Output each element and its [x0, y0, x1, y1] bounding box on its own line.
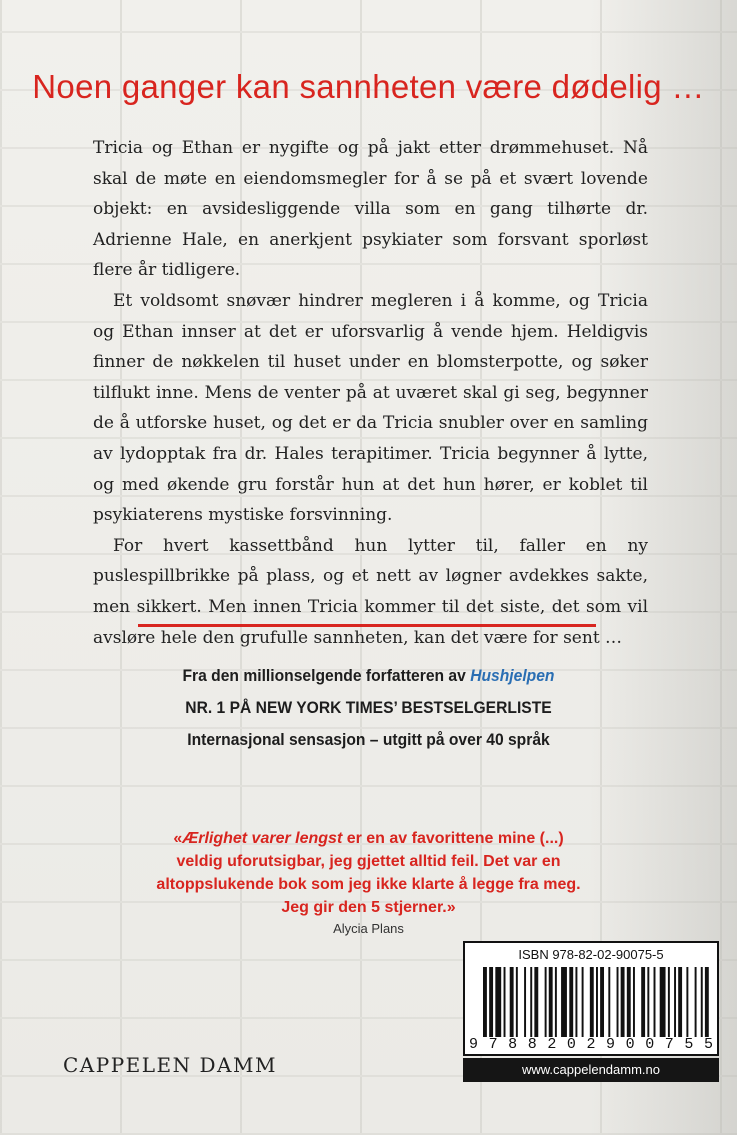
review-quote: [0, 827, 737, 939]
quote-line: veldig uforutsigbar, jeg gjettet alltid feil. Det var en: [176, 853, 561, 870]
quote-line: altoppslukende bok som jeg ikke klarte å legge fra meg.: [156, 876, 581, 893]
barcode: [483, 967, 709, 1037]
isbn-label: ISBN 978-82-02-90075-5: [518, 947, 664, 962]
credit-prefix: Fra den millionselgende forfatteren av: [182, 666, 466, 685]
synopsis-paragraph: Et voldsomt snøvær hindrer megleren i å komme, og Tricia og Ethan innser at det er uforsvarlig å vende hjem. Heldigvis finner de nøkkelen til huset under en blomsterpotte, og søker tilflukt inne. Mens de venter på at uværet skal gi seg, begynner de å utforske huset, og det er da Tricia snubler over en samling av lydopptak fra dr. Hales terapitimer. Tricia begynner å lytte, og med økende gru forstår hun at det hun hører, er koblet til psykiaterens mystiske forsvinning.: [93, 290, 648, 526]
previous-book-title: Hushjelpen: [470, 666, 555, 685]
publisher-logo: CAPPELEN DAMM: [63, 1053, 277, 1077]
quoted-book-title: Ærlighet varer lengst: [182, 830, 343, 847]
credit-line-bestseller: NR. 1 PÅ NEW YORK TIMES’ BESTSELGERLISTE: [185, 698, 552, 717]
credit-line-international: Internasjonal sensasjon – utgitt på over 40 språk: [187, 730, 550, 749]
author-credits: [29, 660, 707, 756]
quote-attribution: Alycia Plans: [333, 921, 404, 936]
synopsis-paragraph: For hvert kassettbånd hun lytter til, faller en ny puslespillbrikke på plass, og et nett av løgner avdekkes sakte, men sikkert. Men innen Tricia kommer til det siste, det som vil avsløre hele den grufulle sannheten, kan det være for sent …: [93, 535, 648, 648]
credit-line-previous-book: [29, 660, 707, 692]
isbn-barcode-box: [463, 941, 719, 1056]
tagline-headline: Noen ganger kan sannheten være dødelig …: [32, 68, 705, 105]
isbn-digits: 9 7 8 8 2 0 2 9 0 0 7 5 5: [469, 1036, 713, 1053]
synopsis: [93, 133, 648, 653]
quote-line: Jeg gir den 5 stjerner.»: [281, 899, 456, 916]
quote-line: «Ærlighet varer lengst er en av favorittene mine (...): [173, 830, 564, 847]
publisher-url: www.cappelendamm.no: [463, 1058, 719, 1082]
synopsis-paragraph: Tricia og Ethan er nygifte og på jakt etter drømmehuset. Nå skal de møte en eiendomsmegler for å se på et svært lovende objekt: en avsidesliggende villa som en gang tilhørte dr. Adrienne Hale, en anerkjent psykiater som forsvant sporløst flere år tidligere.: [93, 138, 648, 281]
red-divider: [138, 624, 596, 627]
